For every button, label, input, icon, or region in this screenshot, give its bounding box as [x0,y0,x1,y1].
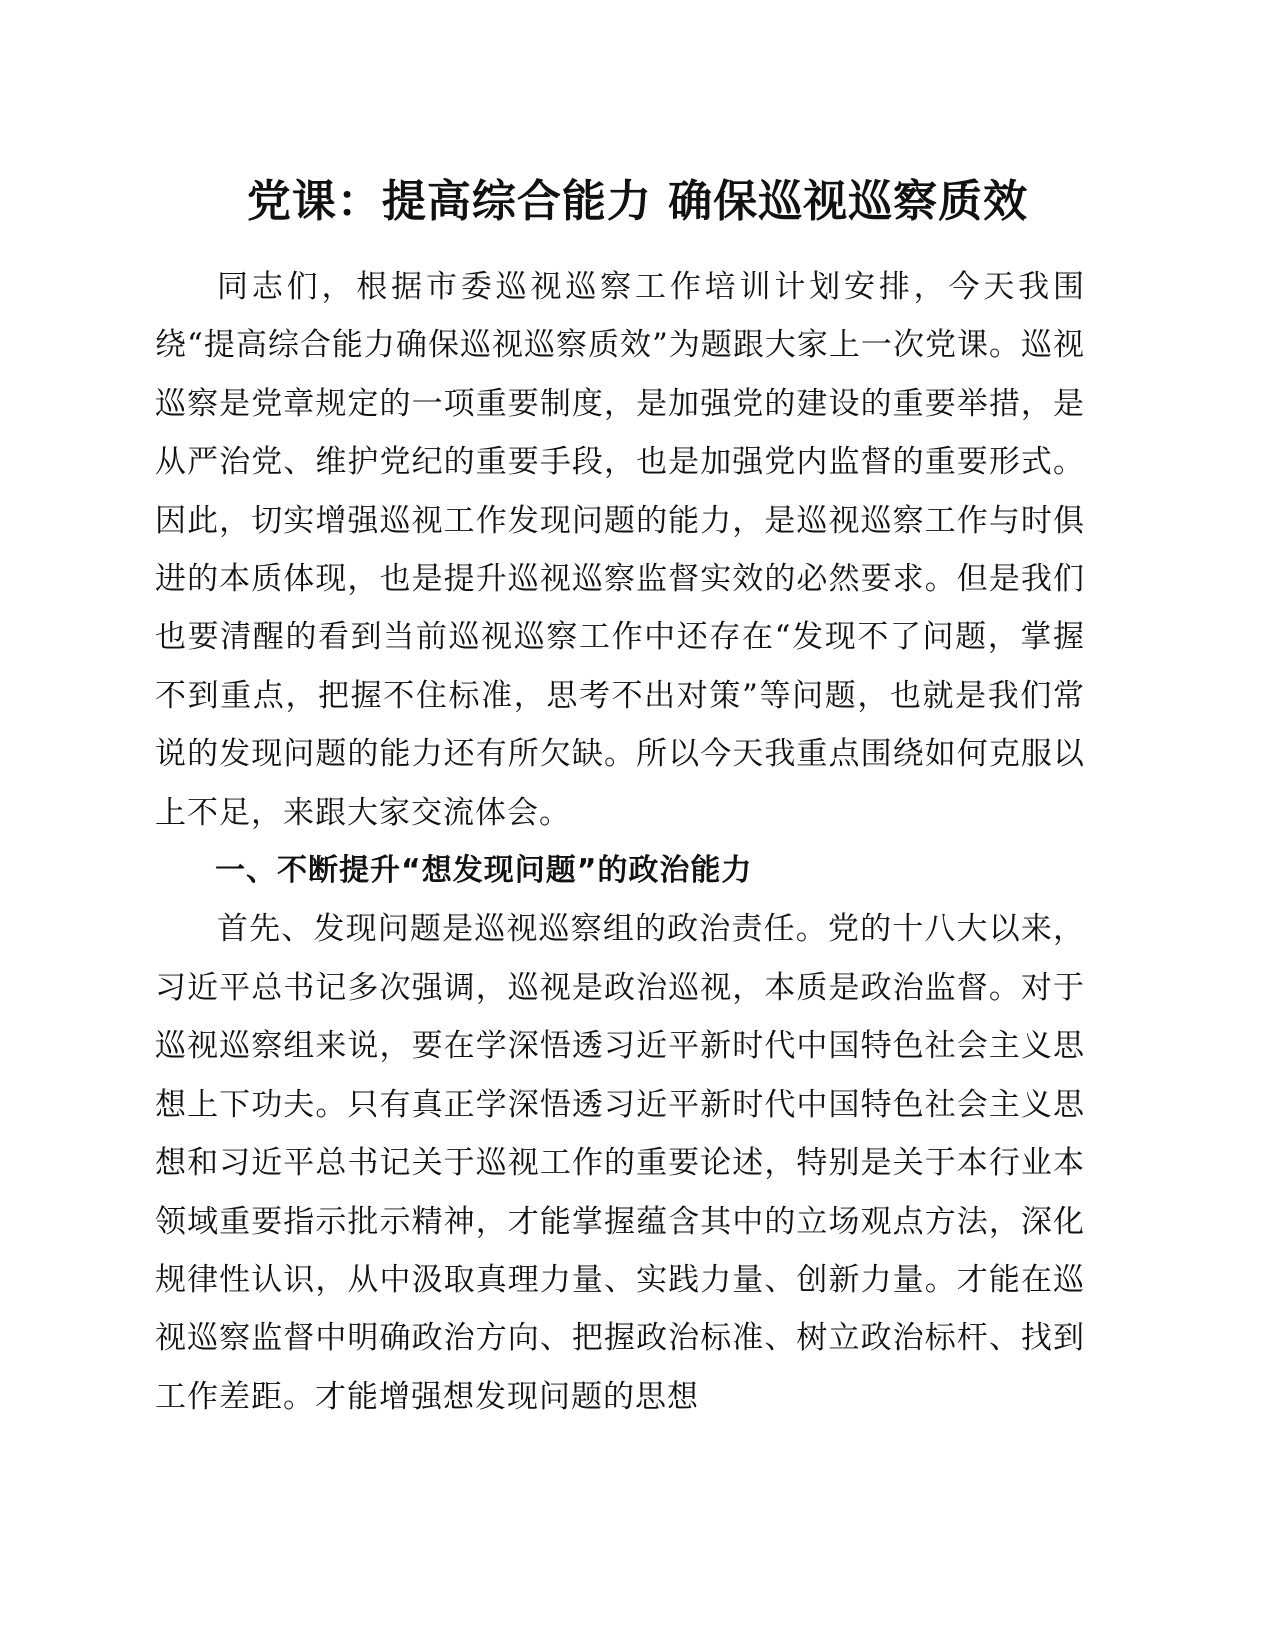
document-body [155,258,1085,1426]
section-heading: 一、不断提升“想发现问题”的政治能力 [215,853,753,889]
intro-paragraph: 同志们，根据市委巡视巡察工作培训计划安排，今天我围绕“提高综合能力确保巡视巡察质效”为题跟大家上一次党课。巡视巡察是党章规定的一项重要制度，是加强党的建设的重要举措，是从严治党、维护党纪的重要手段，也是加强党内监督的重要形式。因此，切实增强巡视工作发现问题的能力，是巡视巡察工作与时俱进的本质体现，也是提升巡视巡察监督实效的必然要求。但是我们也要清醒的看到当前巡视巡察工作中还存在“发现不了问题，掌握不到重点，把握不住标准，思考不出对策”等问题，也就是我们常说的发现问题的能力还有所欠缺。所以今天我重点围绕如何克服以上不足，来跟大家交流体会。 [155,269,1085,831]
document-title: 党课：提高综合能力 确保巡视巡察质效 [246,176,1029,227]
section-paragraph: 首先、发现问题是巡视巡察组的政治责任。党的十八大以来，习近平总书记多次强调，巡视是政治巡视，本质是政治监督。对于巡视巡察组来说，要在学深悟透习近平新时代中国特色社会主义思想上下功夫。只有真正学深悟透习近平新时代中国特色社会主义思想和习近平总书记关于巡视工作的重要论述，特别是关于本行业本领域重要指示批示精神，才能掌握蕴含其中的立场观点方法，深化规律性认识，从中汲取真理力量、实践力量、创新力量。才能在巡视巡察监督中明确政治方向、把握政治标准、树立政治标杆、找到工作差距。才能增强想发现问题的思想 [155,911,1085,1415]
